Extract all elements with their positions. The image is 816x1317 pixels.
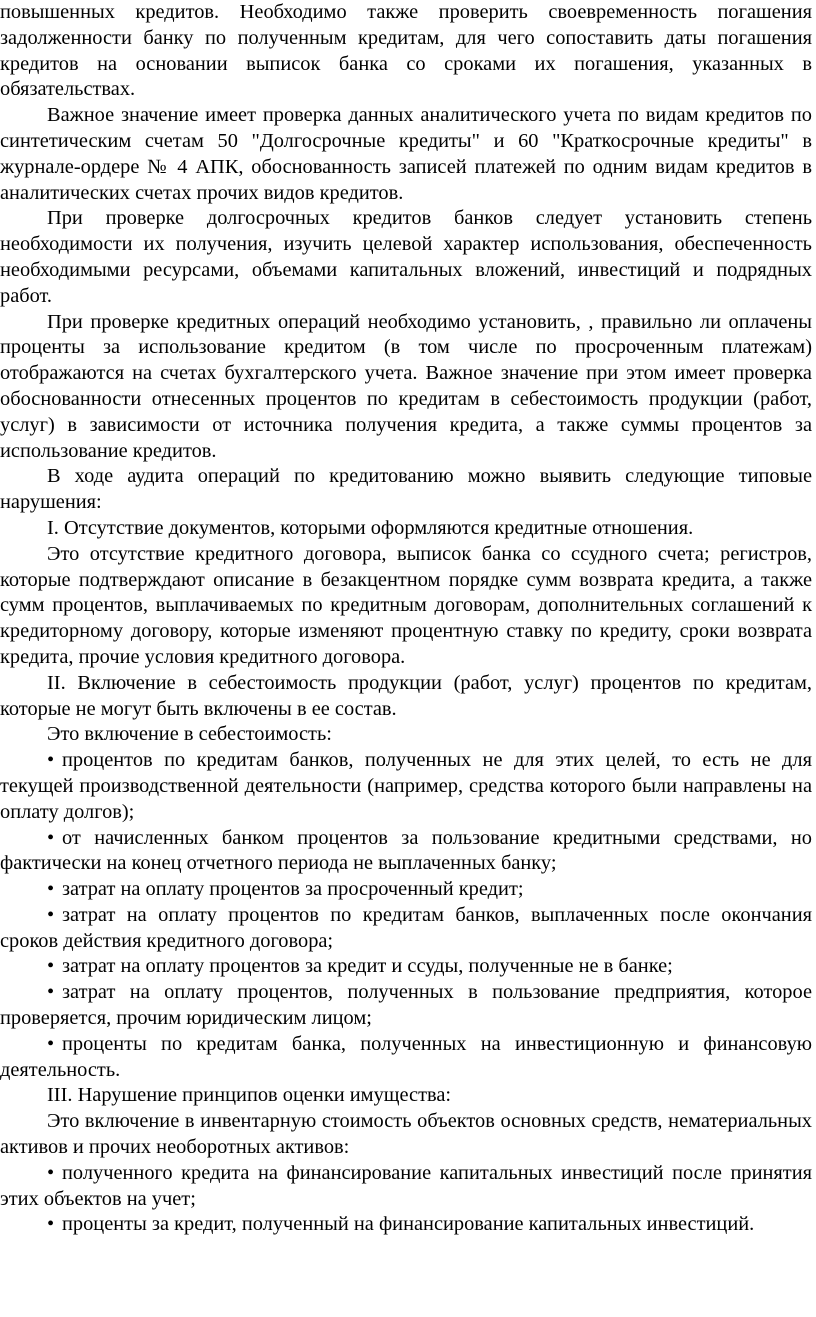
bullet-icon: • [47, 749, 55, 772]
bullet-text: проценты за кредит, полученный на финансирование капитальных инвестиций. [62, 1213, 755, 1236]
bullet-item [0, 826, 812, 878]
bullet-icon: • [47, 903, 55, 926]
section-heading: III. Нарушение принципов оценки имущества: [47, 1084, 452, 1107]
bullet-icon: • [47, 1161, 55, 1184]
section-heading: II. Включение в себестоимость продукции (работ, услуг) процентов по кредитам, которые не могут быть включены в ее состав. [0, 671, 812, 720]
bullet-text: от начисленных банком процентов за пользование кредитными средствами, но фактически на конец отчетного периода не выплаченных банку; [0, 826, 812, 875]
bullet-icon: • [47, 1213, 55, 1236]
bullet-item [0, 1212, 812, 1238]
bullet-item [0, 1032, 812, 1084]
bullet-item [0, 954, 812, 980]
paragraph: При проверке долгосрочных кредитов банков следует установить степень необходимости их получения, изучить целевой характер использования, обеспеченность необходимыми ресурсами, объемами капитальных вложений, инвестиций и подрядных работ. [0, 207, 812, 307]
bullet-icon: • [47, 878, 55, 901]
bullet-text: процентов по кредитам банков, полученных не для этих целей, то есть не для текущей производственной деятельности (например, средства которого были направлены на оплату долгов); [0, 749, 812, 823]
bullet-icon: • [47, 826, 55, 849]
bullet-item [0, 1161, 812, 1213]
bullet-text: затрат на оплату процентов по кредитам банков, выплаченных после окончания сроков действия кредитного договора; [0, 903, 812, 952]
paragraph: При проверке кредитных операций необходимо установить, , правильно ли оплачены проценты за использование кредитом (в том числе по просроченным платежам) отображаются на счетах бухгалтерского учета. Важное значение при этом имеет проверка обоснованности отнесенных процентов по кредитам в себестоимость продукции (работ, услуг) в зависимости от источника получения кредита, а также суммы процентов за использование кредитов. [0, 310, 812, 462]
bullet-item [0, 980, 812, 1032]
paragraph: Это отсутствие кредитного договора, выписок банка со ссудного счета; регистров, которые подтверждают описание в безакцентном порядке сумм возврата кредита, а также сумм процентов, выплачиваемых по кредитным договорам, дополнительных соглашений к кредиторному договору, которые изменяют процентную ставку по кредиту, сроки возврата кредита, прочие условия кредитного договора. [0, 542, 812, 668]
bullet-item [0, 748, 812, 825]
paragraph: В ходе аудита операций по кредитованию можно выявить следующие типовые нарушения: [0, 465, 812, 514]
bullet-text: проценты по кредитам банка, полученных на инвестиционную и финансовую деятельность. [0, 1032, 812, 1081]
bullet-icon: • [47, 981, 55, 1004]
bullet-text: затрат на оплату процентов, полученных в пользование предприятия, которое проверяется, прочим юридическим лицом; [0, 981, 812, 1030]
bullet-item [0, 877, 812, 903]
bullet-text: затрат на оплату процентов за просроченный кредит; [62, 878, 524, 901]
bullet-icon: • [47, 1032, 55, 1055]
paragraph: Это включение в инвентарную стоимость объектов основных средств, нематериальных активов и прочих необоротных активов: [0, 1110, 812, 1159]
paragraph: Это включение в себестоимость: [47, 723, 332, 746]
bullet-text: полученного кредита на финансирование капитальных инвестиций после принятия этих объектов на учет; [0, 1161, 812, 1210]
paragraph: Важное значение имеет проверка данных аналитического учета по видам кредитов по синтетическим счетам 50 "Долгосрочные кредиты" и 60 "Краткосрочные кредиты" в журнале-ордере № 4 АПК, обоснованность записей платежей по одним видам кредитов в аналитических счетах прочих видов кредитов. [0, 104, 812, 204]
bullet-item [0, 903, 812, 955]
paragraph: повышенных кредитов. Необходимо также проверить своевременность погашения задолженности банку по полученным кредитам, для чего сопоставить даты погашения кредитов на основании выписок банка со сроками их погашения, указанных в обязательствах. [0, 1, 812, 101]
bullet-icon: • [47, 955, 55, 978]
bullet-text: затрат на оплату процентов за кредит и ссуды, полученные не в банке; [62, 955, 673, 978]
section-heading: I. Отсутствие документов, которыми оформляются кредитные отношения. [47, 516, 694, 539]
